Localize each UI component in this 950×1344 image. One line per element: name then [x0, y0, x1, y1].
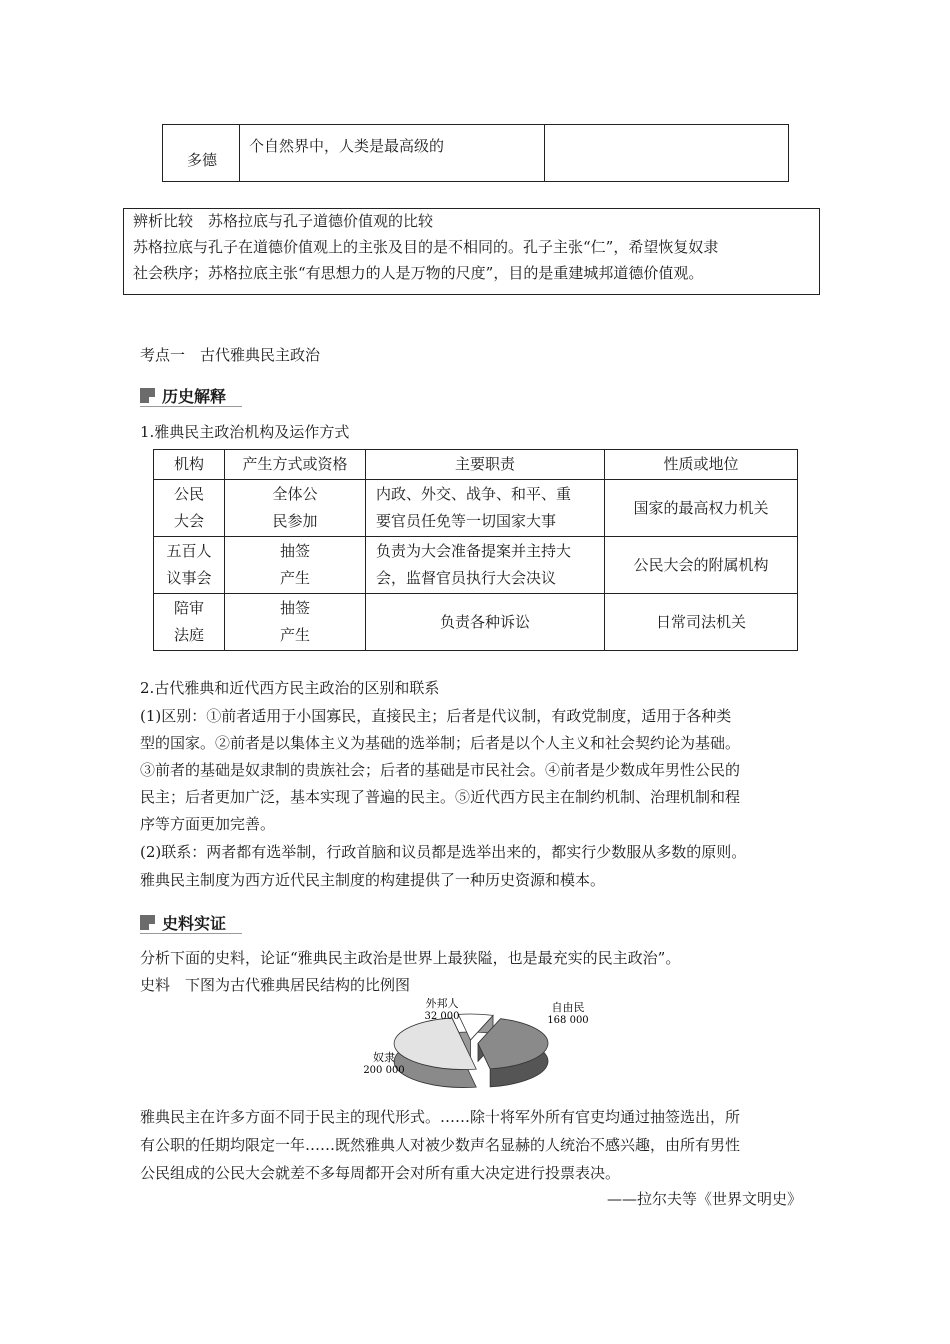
section-square-icon: [140, 915, 155, 930]
table-cell: 日常司法机关: [605, 594, 798, 651]
divider: [140, 933, 242, 934]
section-square-icon: [140, 388, 155, 403]
cell-text: 议事会: [166, 569, 212, 587]
comparison-title: 辨析比较 苏格拉底与孔子道德价值观的比较: [133, 212, 434, 230]
cell-text: 产生: [279, 569, 310, 587]
population-pie-chart: [350, 995, 600, 1095]
cell-text: 全体公: [272, 485, 318, 503]
comparison-line: 苏格拉底与孔子在道德价值观上的主张及目的是不相同的。孔子主张“仁”，希望恢复奴隶: [133, 238, 719, 256]
pie-label-value: 200 000: [363, 1065, 405, 1076]
quote-source: ——拉尔夫等《世界文明史》: [606, 1190, 802, 1208]
paragraph-line: 雅典民主制度为西方近代民主制度的构建提供了一种历史资源和模本。: [140, 871, 606, 889]
header-cell: 主要职责: [366, 450, 605, 480]
table-header-row: [154, 450, 798, 480]
cell-text: 个自然界中，人类是最高级的: [249, 137, 445, 155]
cell-text: 抽签: [279, 542, 310, 560]
section-label: 史料实证: [162, 914, 227, 933]
cell-text: 公民: [173, 485, 204, 503]
cell-text: 抽签: [279, 599, 310, 617]
table-cell: 国家的最高权力机关: [605, 480, 798, 537]
cell-text: 会，监督官员执行大会决议: [376, 569, 557, 587]
paragraph-line: ③前者的基础是奴隶制的贵族社会；后者的基础是市民社会。④前者是少数成年男性公民的: [140, 761, 741, 779]
quote-line: 雅典民主在许多方面不同于民主的现代形式。……除十将军外所有官吏均通过抽签选出，所: [140, 1108, 741, 1126]
comparison-box: [123, 208, 820, 295]
table-fragment: [162, 124, 789, 182]
table-cell: [366, 480, 605, 537]
institutions-table: [153, 449, 798, 651]
cell-text: 负责为大会准备提案并主持大: [376, 542, 572, 560]
paragraph-line: 序等方面更加完善。: [140, 815, 276, 833]
paragraph-line: 型的国家。②前者是以集体主义为基础的选举制；后者是以个人主义和社会契约论为基础。: [140, 734, 741, 752]
item-title: 2.古代雅典和近代西方民主政治的区别和联系: [140, 679, 440, 697]
cell-text: 产生: [279, 626, 310, 644]
table-cell: [154, 480, 225, 537]
table-cell: [154, 537, 225, 594]
pie-label-name: 外邦人: [425, 997, 459, 1010]
pie-label-value: 32 000: [424, 1011, 460, 1022]
paragraph-line: 民主；后者更加广泛，基本实现了普遍的民主。⑤近代西方民主在制约机制、治理机制和程: [140, 788, 741, 806]
pie-label-name: 自由民: [551, 1001, 585, 1014]
quote-line: 有公职的任期均限定一年……既然雅典人对被少数声名显赫的人统治不感兴趣，由所有男性: [140, 1136, 741, 1154]
table-cell: 公民大会的附属机构: [605, 537, 798, 594]
comparison-line: 社会秩序；苏格拉底主张“有思想力的人是万物的尺度”，目的是重建城邦道德价值观。: [133, 264, 704, 282]
paragraph-line: (1)区别：①前者适用于小国寡民，直接民主；后者是代议制，有政党制度，适用于各种类: [140, 707, 732, 725]
cell-text: 法庭: [173, 626, 204, 644]
table-cell: [163, 125, 240, 181]
header-cell: 机构: [154, 450, 225, 480]
item-title: 1.雅典民主政治机构及运作方式: [140, 423, 350, 441]
cell-text: 多德: [187, 151, 218, 169]
material-caption: 史料 下图为古代雅典居民结构的比例图: [140, 976, 411, 994]
topic-heading: 考点一 古代雅典民主政治: [140, 346, 321, 364]
table-cell: [366, 537, 605, 594]
cell-text: 大会: [173, 512, 204, 530]
cell-text: 五百人: [166, 542, 212, 560]
table-row: [154, 537, 798, 594]
cell-text: 要官员任免等一切国家大事: [376, 512, 557, 530]
cell-text: 陪审: [173, 599, 204, 617]
analysis-prompt: 分析下面的史料，论证“雅典民主政治是世界上最狭隘，也是最充实的民主政治”。: [140, 949, 681, 967]
cell-text: 民参加: [272, 512, 318, 530]
pie-label-name: 奴隶: [373, 1051, 395, 1064]
quote-line: 公民组成的公民大会就差不多每周都开会对所有重大决定进行投票表决。: [140, 1164, 621, 1182]
paragraph-line: (2)联系：两者都有选举制，行政首脑和议员都是选举出来的，都实行少数服从多数的原则。: [140, 843, 747, 861]
table-cell: 负责各种诉讼: [366, 594, 605, 651]
header-cell: 性质或地位: [605, 450, 798, 480]
divider: [140, 406, 242, 407]
header-cell: 产生方式或资格: [225, 450, 366, 480]
table-row: [154, 594, 798, 651]
table-row: [154, 480, 798, 537]
section-label: 历史解释: [162, 387, 227, 406]
table-cell: [239, 125, 545, 181]
table-cell: [225, 594, 366, 651]
table-cell: [154, 594, 225, 651]
cell-text: 内政、外交、战争、和平、重: [376, 485, 572, 503]
pie-label-value: 168 000: [547, 1015, 589, 1026]
table-cell: [225, 480, 366, 537]
table-cell: [225, 537, 366, 594]
